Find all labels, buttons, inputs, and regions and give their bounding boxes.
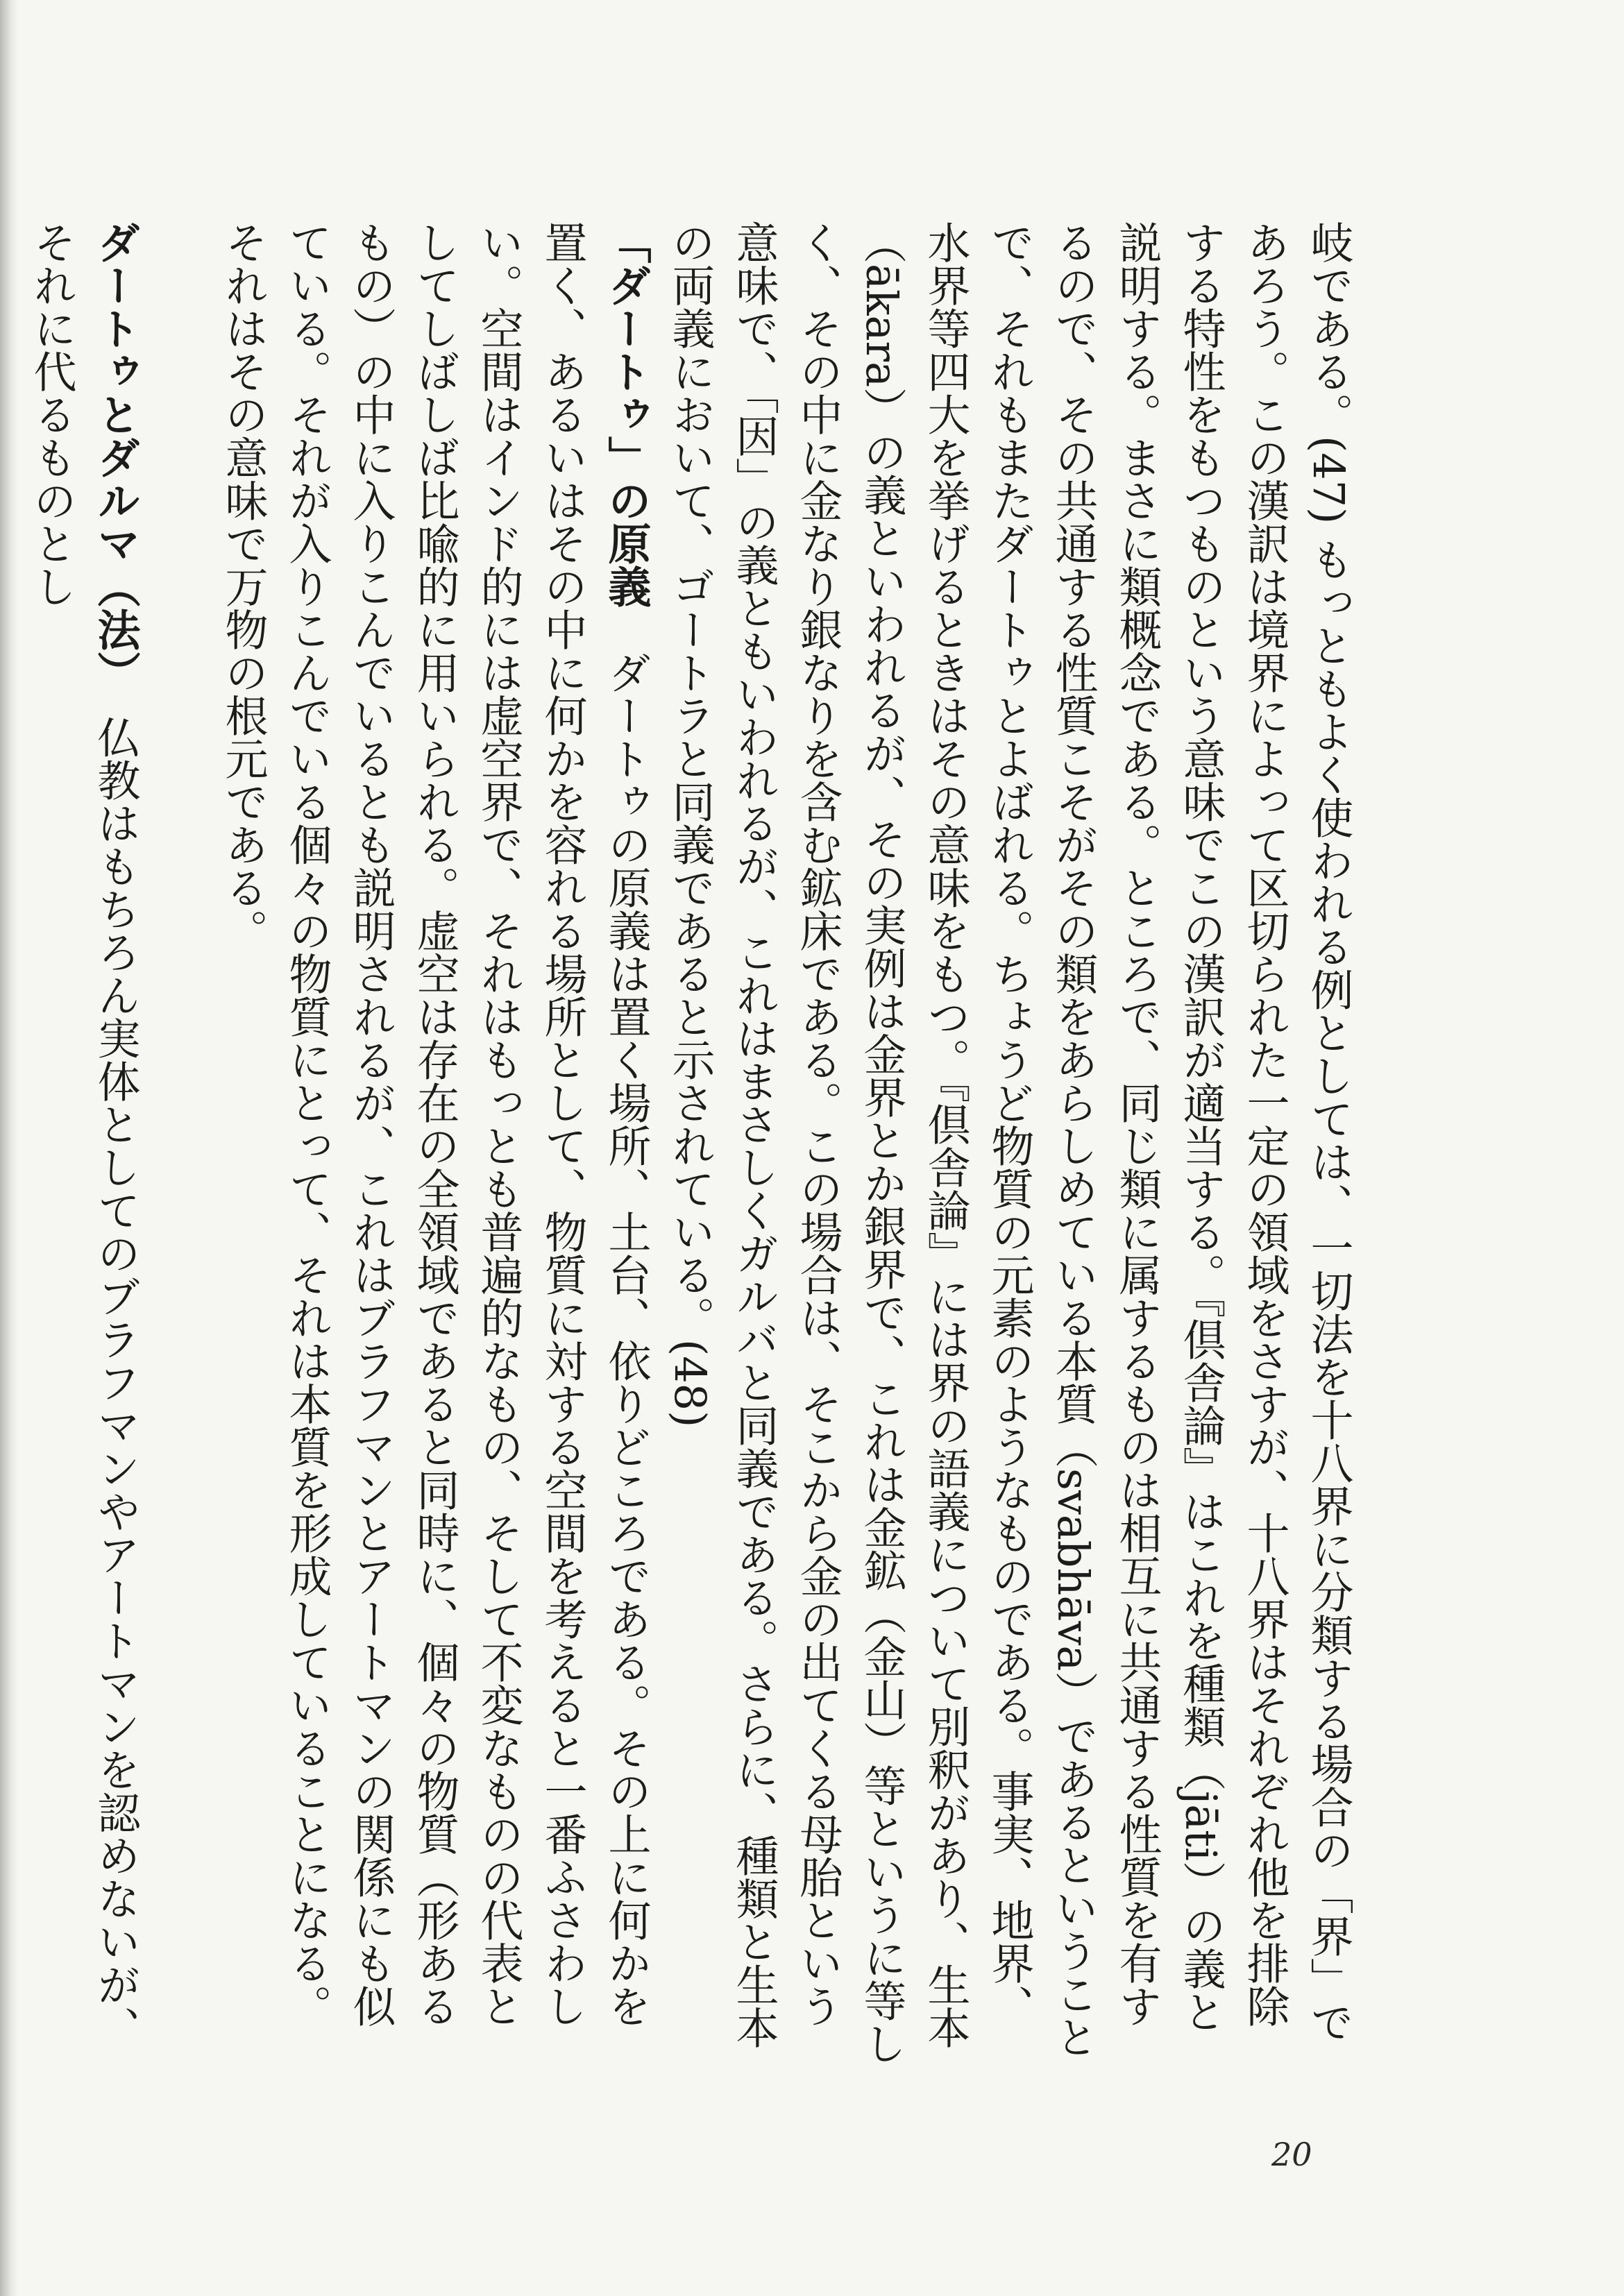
paragraph-text: ダートゥの原義は置く場所、土台、依りどころである。その上に何かを置く、あるいはその中に何かを容れる場所として、物質に対する空間を考えると一番ふさわしい。空間はインド的には虚空界で、それはもっとも普遍的なもの、そして不変なものの代表としてしばしば比喩的に用いられる。虚空は存在の全領域であると同時に、個々の物質（形あるもの）の中に入りこんでいるとも説明されるが、これはブラフマンとアートマンの関係にも似ている。それが入りこんでいる個々の物質にとって、それは本質を形成していることになる。それはその意味で万物の根元である。 — [218, 221, 652, 2027]
paragraph-kai-meaning — [658, 221, 1360, 2066]
page-number: 20 — [1271, 2136, 1312, 2173]
paragraph-dhatu-original-meaning — [211, 221, 658, 2066]
paragraph-text: 仏教はもちろん実体としてのブラフマンやアートマンを認めないが、それに代るものとし — [26, 221, 141, 2049]
vertical-text-body — [0, 221, 1360, 2066]
paragraph-dhatu-and-dharma — [19, 221, 147, 2066]
section-heading: ダートゥとダルマ（法） — [90, 221, 141, 672]
paragraph-text: 岐である。(47) もっともよく使われる例としては、一切法を十八界に分類する場合の「界」であろう。この漢訳は境界によって区切られた一定の領域をさすが、十八界はそれぞれ他を排除する特性をもつものという意味でこの漢訳が適当する。『倶舎論』はこれを種類（jāti）の義と説明する。まさに類概念である。ところで、同じ類に属するものは相互に共通する性質を有するので、その共通する性質こそがその類をあらしめている本質（svabhāva）であるということで、それもまたダートゥとよばれる。ちょうど物質の元素のようなものである。事実、地界、水界等四大を挙げるときはその意味をもつ。『倶舎論』には界の語義について別釈があり、生本（ākara）の義といわれるが、その実例は金界とか銀界で、これは金鉱（金山）等というに等しく、その中に金なり銀なりを含む鉱床である。この場合は、そこから金の出てくる母胎という意味で、「因」の義ともいわれるが、これはまさしくガルバと同義である。さらに、種類と生本の両義において、ゴートラと同義であると示されている。(48) — [665, 221, 1354, 2066]
section-heading: 「ダートゥ」の原義 — [601, 221, 652, 608]
